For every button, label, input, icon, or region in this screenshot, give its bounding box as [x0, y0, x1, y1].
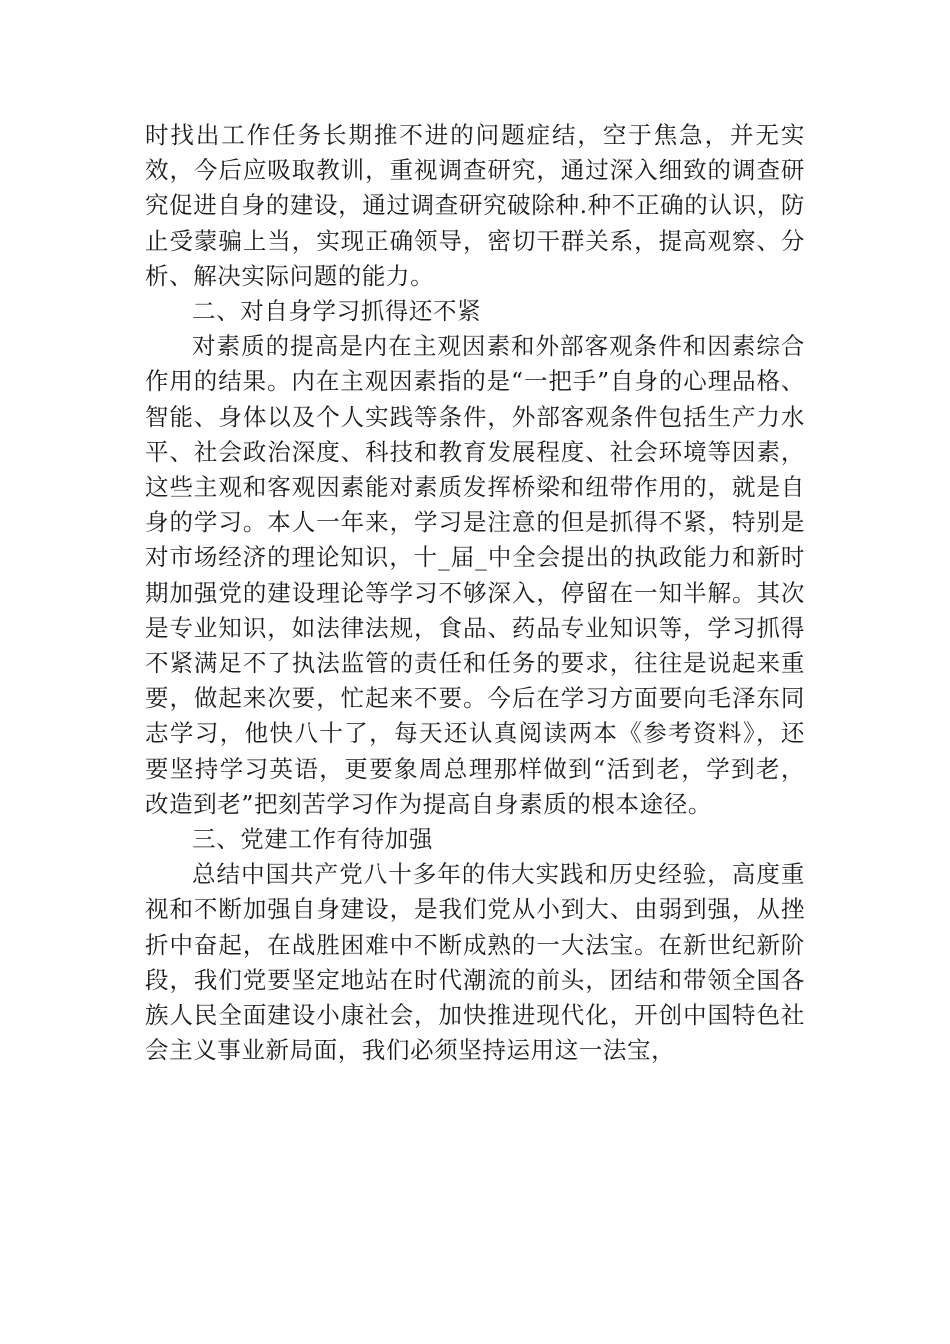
paragraph-continuation: 时找出工作任务长期推不进的问题症结，空于焦急，并无实效，今后应吸取教训，重视调查研究，通过深入细致的调查研究促进自身的建设，通过调查研究破除种.种不正确的认识，防止受蒙骗上当，实现正确领导，密切干群关系，提高观察、分析、解决实际问题的能力。	[145, 121, 805, 290]
paragraph-study: 对素质的提高是内在主观因素和外部客观条件和因素综合作用的结果。内在主观因素指的是“一把手”自身的心理品格、智能、身体以及个人实践等条件，外部客观条件包括生产力水平、社会政治深度、科技和教育发展程度、社会环境等因素，这些主观和客观因素能对素质发挥桥梁和纽带作用的，就是自身的学习。本人一年来，学习是注意的但是抓得不紧，特别是对市场经济的理论知识，十_届_中全会提出的执政能力和新时期加强党的建设理论等学习不够深入，停留在一知半解。其次是专业知识，如法律法规，食品、药品专业知识等，学习抓得不紧满足不了执法监管的责任和任务的要求，往往是说起来重要，做起来次要，忙起来不要。今后在学习方面要向毛泽东同志学习，他快八十了，每天还认真阅读两本《参考资料》，还要坚持学习英语，更要象周总理那样做到“活到老，学到老，改造到老”把刻苦学习作为提高自身素质的根本途径。	[145, 332, 805, 818]
paragraph-party-building: 总结中国共产党八十多年的伟大实践和历史经验，高度重视和不断加强自身建设，是我们党从小到大、由弱到强，从挫折中奋起，在战胜困难中不断成熟的一大法宝。在新世纪新阶段，我们党要坚定地站在时代潮流的前头，团结和带领全国各族人民全面建设小康社会，加快推进现代化，开创中国特色社会主义事业新局面，我们必须坚持运用这一法宝，	[145, 860, 805, 1065]
document-body	[145, 118, 805, 1068]
section-heading-3: 三、党建工作有待加强	[192, 825, 433, 854]
section-heading-2: 二、对自身学习抓得还不紧	[192, 297, 482, 326]
